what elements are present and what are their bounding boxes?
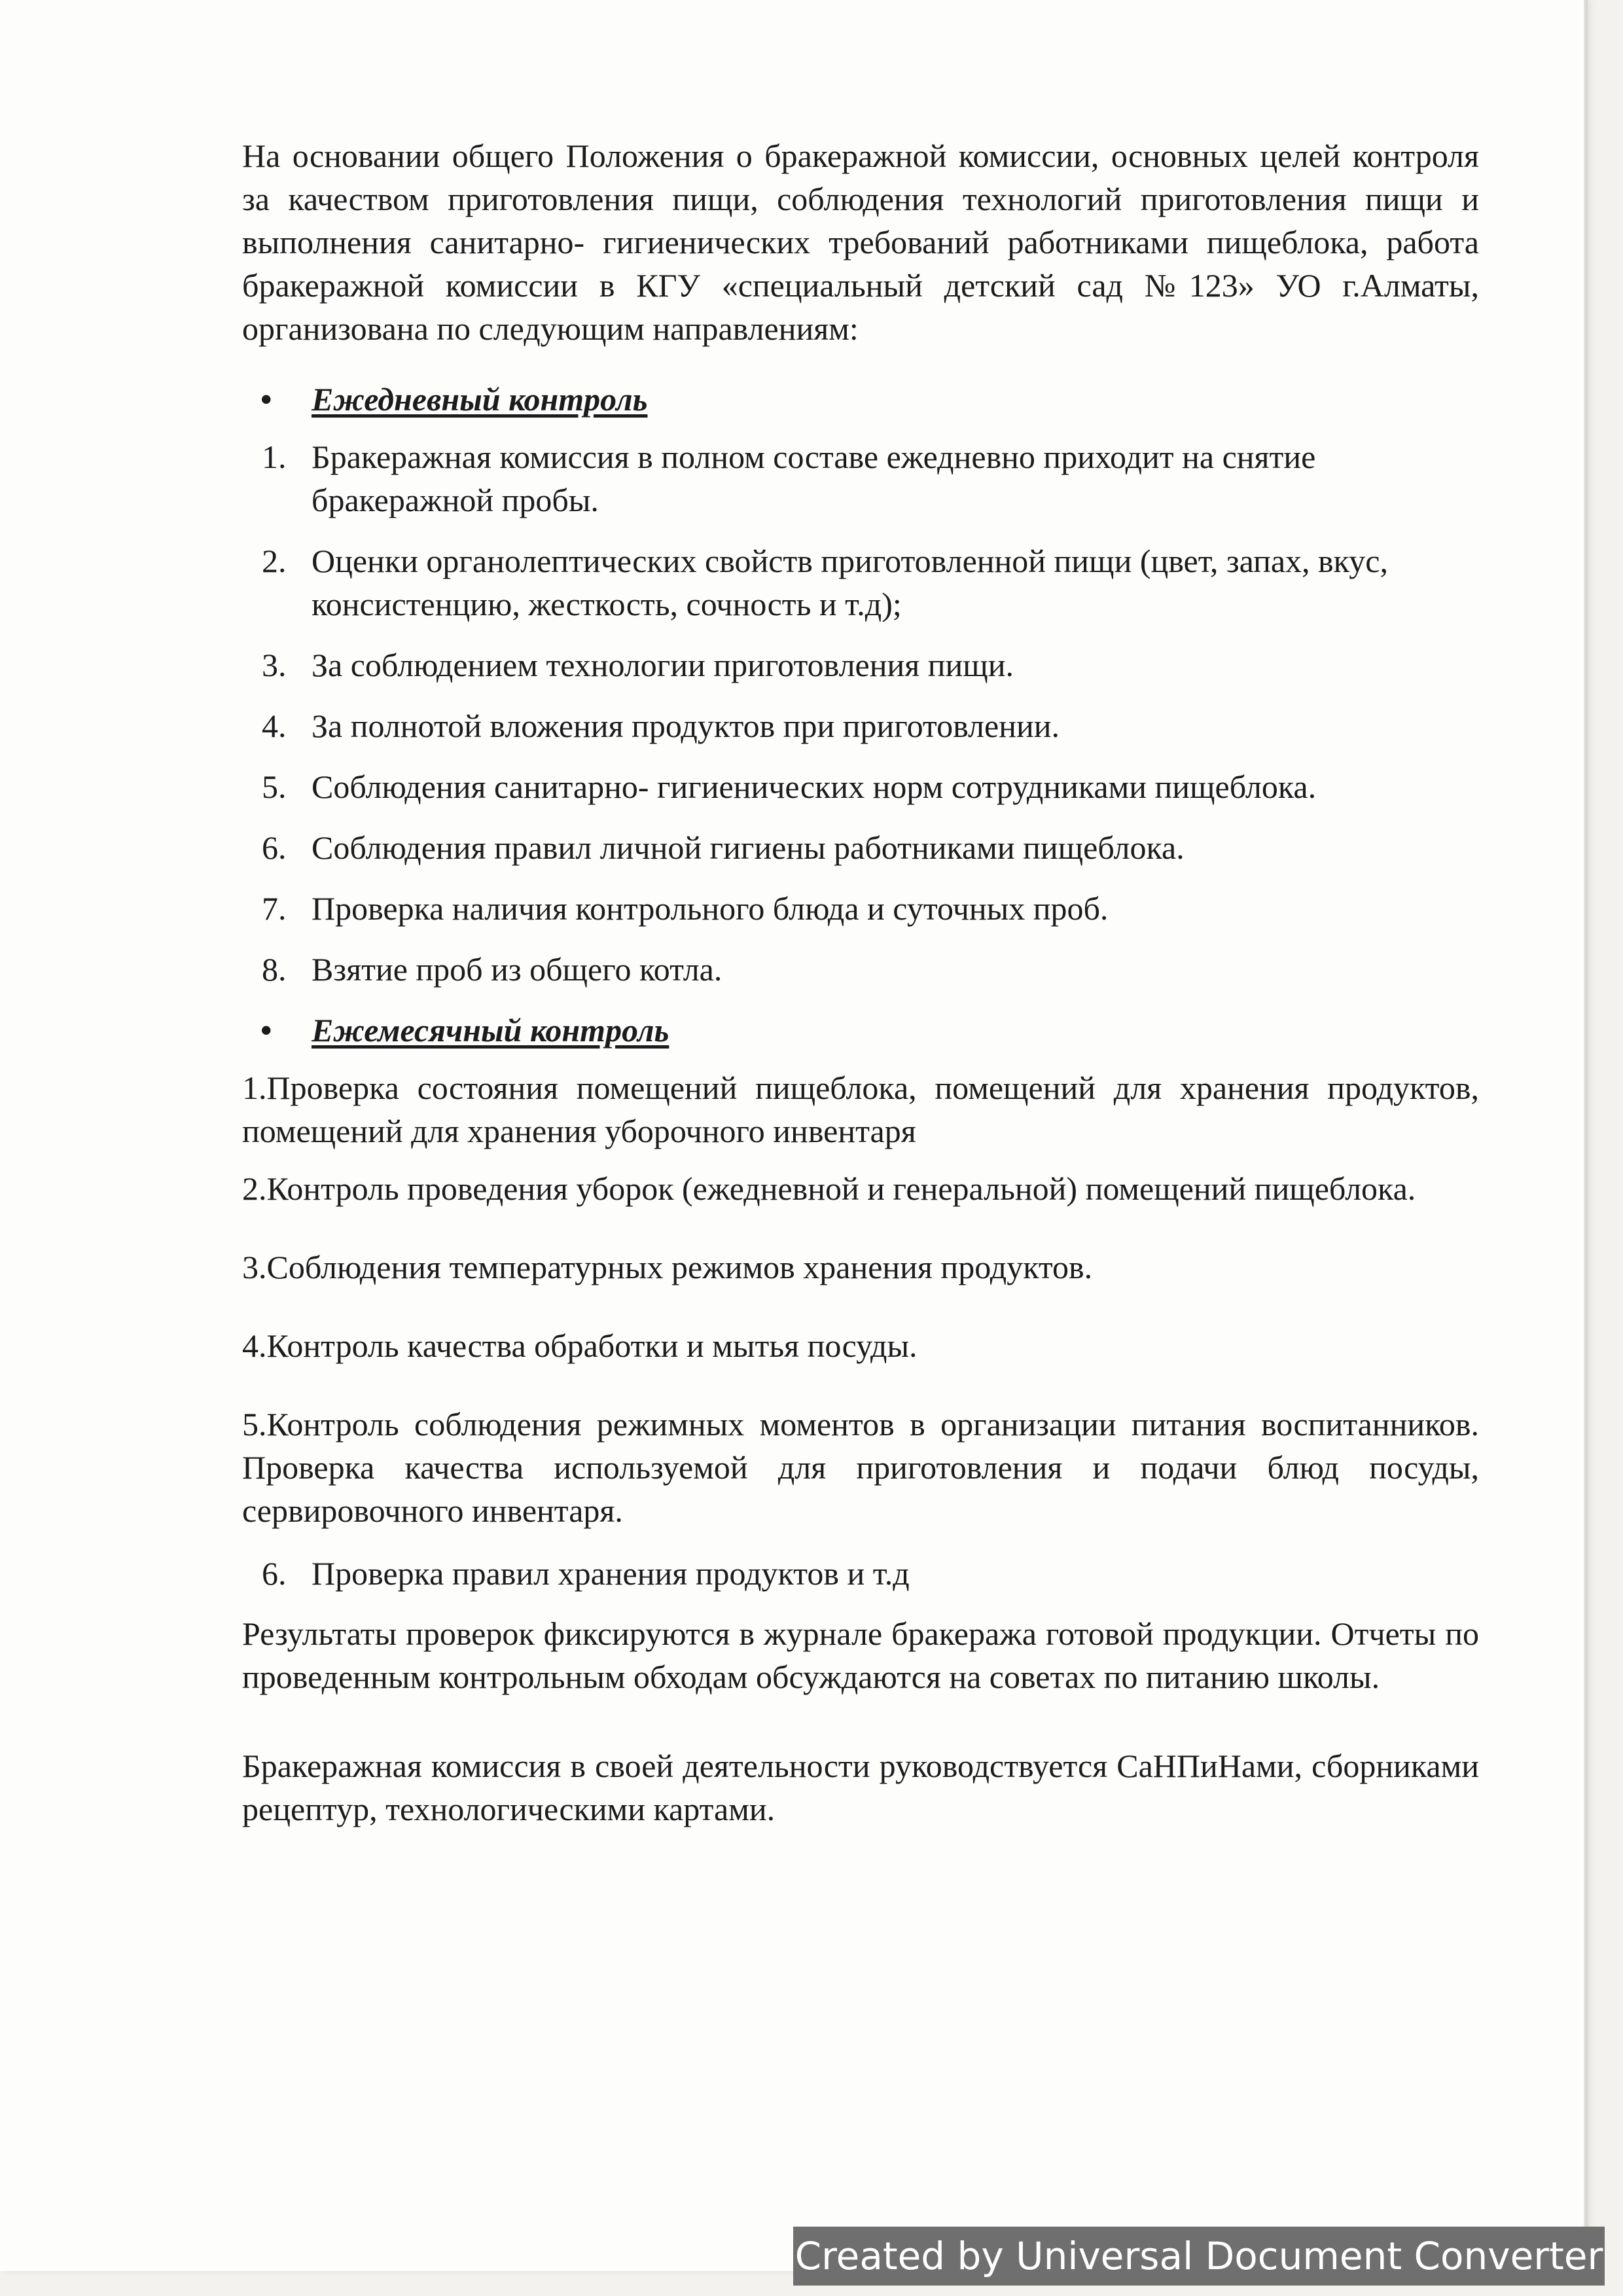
results-paragraph: Результаты проверок фиксируются в журнале бракеража готовой продукции. Отчеты по проведенным контрольным обходам обсуждаются на советах по питанию школы.: [242, 1615, 1479, 1695]
list-item: [242, 826, 1479, 869]
daily-control-list: [242, 435, 1479, 991]
monthly-item: 5.Контроль соблюдения режимных моментов в организации питания воспитанников. Проверка качества используемой для приготовления и подачи блюд посуды, сервировочного инвентаря.: [242, 1406, 1479, 1529]
list-item-number: 1.: [262, 439, 287, 475]
monthly-item: 3.Соблюдения температурных режимов хранения продуктов.: [242, 1249, 1093, 1285]
list-item: [242, 948, 1479, 991]
list-item-text: Проверка правил хранения продуктов и т.д: [312, 1555, 910, 1592]
list-item-text: Соблюдения санитарно- гигиенических норм сотрудниками пищеблока.: [312, 768, 1317, 805]
list-item: [242, 887, 1479, 930]
list-item-text: Проверка наличия контрольного блюда и суточных проб.: [312, 890, 1109, 927]
list-item-text: За соблюдением технологии приготовления пищи.: [312, 647, 1014, 683]
list-item-number: 6.: [262, 1555, 287, 1592]
monthly-item: [242, 1552, 1479, 1595]
list-item: [242, 704, 1479, 747]
list-item-number: 5.: [262, 768, 287, 805]
daily-control-heading: [242, 378, 1479, 421]
list-item-number: 3.: [262, 647, 287, 683]
list-item-text: Бракеражная комиссия в полном составе ежедневно приходит на снятие бракеражной пробы.: [312, 439, 1316, 518]
list-item-number: 4.: [262, 708, 287, 744]
list-item-number: 6.: [262, 829, 287, 866]
monthly-item: 1.Проверка состояния помещений пищеблока, помещений для хранения продуктов, помещений для хранения уборочного инвентаря: [242, 1069, 1479, 1149]
list-item: [242, 539, 1479, 626]
list-item-number: 7.: [262, 890, 287, 927]
list-item: [242, 765, 1479, 808]
list-item: [242, 435, 1479, 522]
list-item-text: За полнотой вложения продуктов при приготовлении.: [312, 708, 1060, 744]
bullet-icon: •: [260, 381, 272, 418]
monthly-control-heading-text: Ежемесячный контроль: [312, 1012, 669, 1049]
watermark-banner: Created by Universal Document Converter: [793, 2227, 1605, 2286]
document-body: [242, 134, 1479, 1831]
intro-paragraph: На основании общего Положения о бракеражной комиссии, основных целей контроля за качеством приготовления пищи, соблюдения технологий приготовления пищи и выполнения санитарно- гигиенических требований работниками пищеблока, работа бракеражной комиссии в КГУ «специальный детский сад №123» УО г.Алматы, организована по следующим направлениям:: [242, 137, 1479, 347]
bullet-icon: •: [260, 1012, 272, 1049]
list-item-text: Взятие проб из общего котла.: [312, 951, 722, 988]
list-item-text: Оценки органолептических свойств приготовленной пищи (цвет, запах, вкус, консистенцию, жесткость, сочность и т.д);: [312, 543, 1388, 622]
monthly-control-heading: [242, 1009, 1479, 1052]
list-item-text: Соблюдения правил личной гигиены работниками пищеблока.: [312, 829, 1185, 866]
monthly-item: 2.Контроль проведения уборок (ежедневной и генеральной) помещений пищеблока.: [242, 1170, 1416, 1207]
list-item-number: 2.: [262, 543, 287, 579]
daily-control-heading-text: Ежедневный контроль: [312, 381, 648, 418]
list-item-number: 8.: [262, 951, 287, 988]
monthly-item: 4.Контроль качества обработки и мытья посуды.: [242, 1327, 918, 1364]
page-edge-shadow: [1584, 0, 1588, 2271]
list-item: [242, 643, 1479, 687]
closing-paragraph: Бракеражная комиссия в своей деятельности руководствуется СаНПиНами, сборниками рецептур, технологическими картами.: [242, 1748, 1479, 1827]
